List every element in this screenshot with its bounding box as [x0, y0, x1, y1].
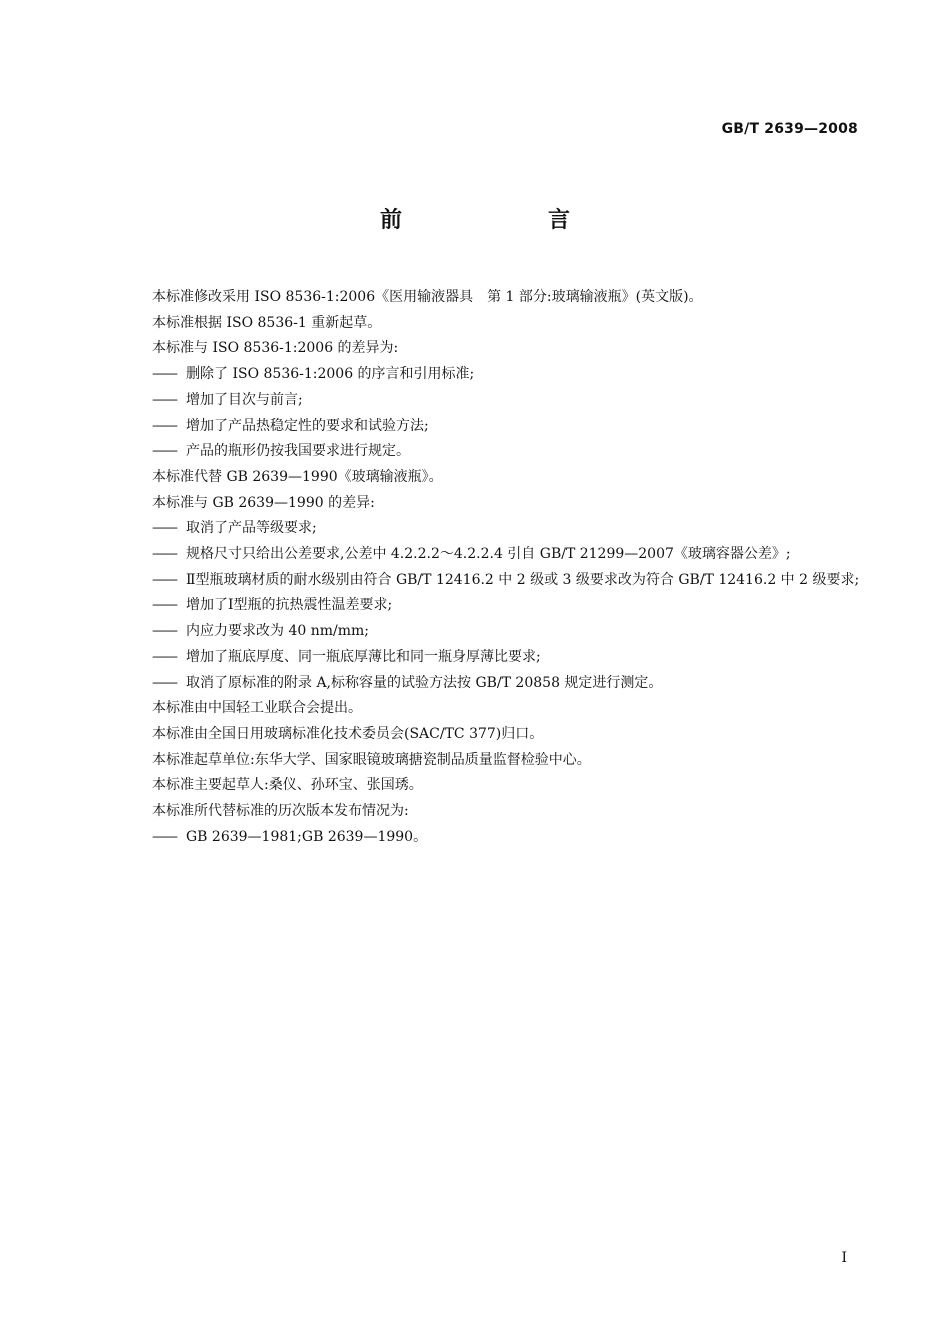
list-item-text: 增加了Ⅰ型瓶的抗热震性温差要求;	[186, 597, 393, 614]
list-item-text: 增加了瓶底厚度、同一瓶底厚薄比和同一瓶身厚薄比要求;	[186, 648, 541, 665]
paragraph-gb-differences-intro: 本标准与 GB 2639—1990 的差异:	[152, 494, 375, 511]
list-item-text: 规格尺寸只给出公差要求,公差中 4.2.2.2～4.2.2.4 引自 GB/T 21299—2007《玻璃容器公差》;	[186, 546, 791, 563]
list-item-text: 产品的瓶形仍按我国要求进行规定。	[186, 443, 410, 460]
list-item-text: Ⅱ型瓶玻璃材质的耐水级别由符合 GB/T 12416.2 中 2 级或 3 级要求改为符合 GB/T 12416.2 中 2 级要求;	[186, 571, 860, 588]
list-item	[152, 671, 862, 697]
em-dash: ——	[152, 597, 176, 614]
list-item-text: 增加了产品热稳定性的要求和试验方法;	[186, 417, 429, 434]
foreword-body	[152, 285, 862, 850]
list-item	[152, 414, 862, 440]
list-item	[152, 362, 862, 388]
list-item	[152, 542, 862, 568]
em-dash: ——	[152, 571, 176, 588]
list-item	[152, 825, 862, 851]
list-item-text: 增加了目次与前言;	[186, 391, 303, 408]
em-dash: ——	[152, 391, 176, 408]
paragraph-iso-differences-intro: 本标准与 ISO 8536-1:2006 的差异为:	[152, 340, 399, 357]
page-number: I	[841, 1250, 847, 1266]
em-dash: ——	[152, 417, 176, 434]
list-item-text: GB 2639—1981;GB 2639—1990。	[186, 828, 428, 845]
paragraph-centralized-by: 本标准由全国日用玻璃标准化技术委员会(SAC/TC 377)归口。	[152, 725, 544, 742]
em-dash: ——	[152, 443, 176, 460]
gb-differences-list	[152, 516, 862, 696]
list-item	[152, 568, 862, 594]
em-dash: ——	[152, 674, 176, 691]
em-dash: ——	[152, 623, 176, 640]
list-item	[152, 645, 862, 671]
list-item-text: 内应力要求改为 40 nm/mm;	[186, 623, 369, 640]
em-dash: ——	[152, 648, 176, 665]
list-item	[152, 516, 862, 542]
list-item	[152, 593, 862, 619]
paragraph-drafters: 本标准主要起草人:桑仪、孙环宝、张国琇。	[152, 777, 423, 794]
standard-number: GB/T 2639—2008	[721, 121, 858, 137]
list-item	[152, 439, 862, 465]
paragraph-adoption: 本标准修改采用 ISO 8536-1:2006《医用输液器具 第 1 部分:玻璃输液瓶》(英文版)。	[152, 289, 703, 305]
list-item-text: 取消了产品等级要求;	[186, 520, 317, 537]
em-dash: ——	[152, 828, 176, 845]
em-dash: ——	[152, 546, 176, 563]
list-item	[152, 619, 862, 645]
paragraph-redrafted: 本标准根据 ISO 8536-1 重新起草。	[152, 314, 382, 331]
paragraph-drafting-units: 本标准起草单位:东华大学、国家眼镜玻璃搪瓷制品质量监督检验中心。	[152, 751, 591, 768]
page-title: 前 言	[379, 208, 632, 233]
list-item	[152, 388, 862, 414]
paragraph-history-intro: 本标准所代替标准的历次版本发布情况为:	[152, 803, 409, 820]
list-item-text: 删除了 ISO 8536-1:2006 的序言和引用标准;	[186, 366, 475, 383]
iso-differences-list	[152, 362, 862, 465]
em-dash: ——	[152, 520, 176, 537]
paragraph-proposed-by: 本标准由中国轻工业联合会提出。	[152, 700, 362, 717]
em-dash: ——	[152, 366, 176, 383]
history-list	[152, 825, 862, 851]
paragraph-replaces: 本标准代替 GB 2639—1990《玻璃输液瓶》。	[152, 468, 443, 485]
list-item-text: 取消了原标准的附录 A,标称容量的试验方法按 GB/T 20858 规定进行测定。	[186, 674, 663, 691]
